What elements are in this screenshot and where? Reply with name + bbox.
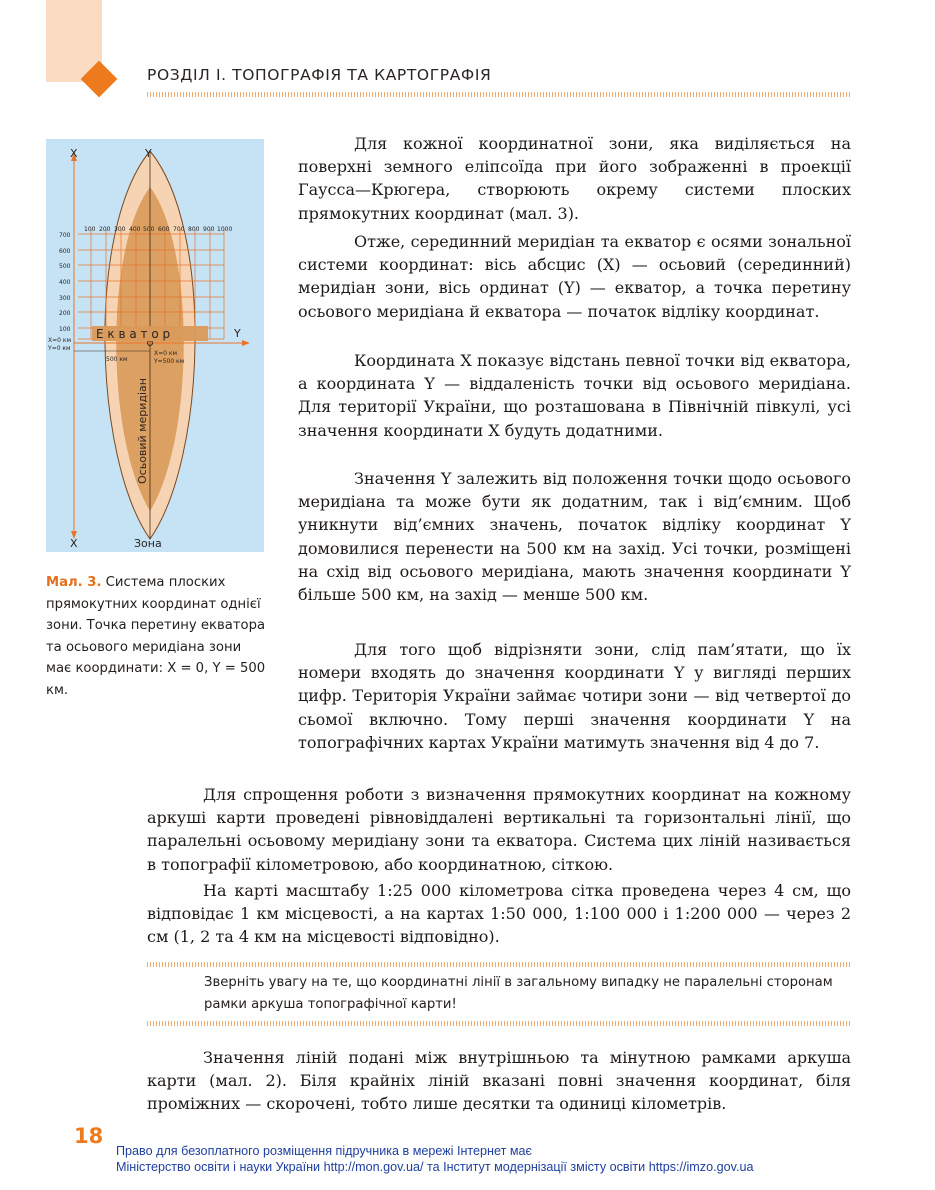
tick-label: 200 <box>59 310 71 317</box>
tick-label: 400 <box>59 279 71 286</box>
tick-label: 1000 <box>217 226 233 233</box>
header-divider <box>147 92 851 97</box>
figure-caption <box>46 572 266 701</box>
zone-diagram <box>46 139 264 552</box>
y-axis-label: Y <box>234 327 241 340</box>
caption-text: Система плоских прямокутних координат однієї зони. Точка перетину екватора та осьового меридіана зони має координати: X = 0, Y = 500 км. <box>46 575 266 698</box>
origin-y-label: Y=0 км <box>48 345 71 352</box>
origin-x-label: X=0 км <box>48 337 72 344</box>
footer-line: Право для безоплатного розміщення підручника в мережі Інтернет має <box>116 1144 532 1158</box>
tick-label: 400 <box>129 226 141 233</box>
tick-label: 100 <box>84 226 96 233</box>
meridian-label: Осьовий меридіан <box>136 378 149 484</box>
equator-label: Е к в а т о р <box>96 327 171 341</box>
paragraph: Значення Y залежить від положення точки щодо осьового меридіана та може бути як додатним, так і від’ємним. Щоб уникнути від’ємних значень, початок відліку координат Y домовилися перенести на 500 км на захід. Усі точки, розміщені на схід від осьового меридіана, мають значення координати Y більше 500 км, на захід — менше 500 км. <box>298 469 851 605</box>
point-x-label: X=0 км <box>154 350 178 357</box>
tick-label: 700 <box>59 232 71 239</box>
tick-label: 500 <box>59 263 71 270</box>
offset-label: 500 км <box>106 356 128 363</box>
point-y-label: Y=500 км <box>154 358 185 365</box>
paragraph: На карті масштабу 1:25 000 кілометрова сітка проведена через 4 см, що відповідає 1 км місцевості, а на картах 1:50 000, 1:100 000 і 1:200 000 — через 2 см (1, 2 та 4 км на місцевості відповідно). <box>147 881 851 947</box>
tick-label: 500 <box>143 226 155 233</box>
paragraph: Отже, серединний меридіан та екватор є осями зональної системи координат: вісь абсцис (X) — осьовий (серединний) меридіан зони, вісь ординат (Y) — екватор, а точка перетину осьового меридіана й екватора — початок відліку координат. <box>298 232 851 321</box>
section-header: РОЗДІЛ І. ТОПОГРАФІЯ ТА КАРТОГРАФІЯ <box>147 66 492 84</box>
page-number: 18 <box>74 1124 104 1148</box>
note-divider-top <box>147 962 851 967</box>
tick-label: 600 <box>59 248 71 255</box>
note-divider-bottom <box>147 1021 851 1026</box>
tick-label: 900 <box>203 226 215 233</box>
top-tick-labels <box>84 226 232 233</box>
tick-label: 700 <box>173 226 185 233</box>
x-bottom-label: X <box>70 537 78 550</box>
tick-label: 800 <box>188 226 200 233</box>
tick-label: 100 <box>59 326 71 333</box>
y-top-label: Y <box>145 147 152 160</box>
tick-label: 600 <box>158 226 170 233</box>
attention-note: Зверніть увагу на те, що координатні лінії в загальному випадку не паралельні сторонам рамки аркуша топографічної карти! <box>204 975 833 1012</box>
zone-label: Зона <box>134 537 162 550</box>
caption-label: Мал. 3. <box>46 575 102 590</box>
tick-label: 300 <box>114 226 126 233</box>
tick-label: 200 <box>99 226 111 233</box>
zone-coordinate-figure <box>46 139 264 552</box>
paragraph: Значення ліній подані між внутрішньою та мінутною рамками аркуша карти (мал. 2). Біля крайніх ліній вказані повні значення координат, біля проміжних — скорочені, тобто лише десятки та одиниці кілометрів. <box>147 1048 851 1114</box>
paragraph: Для кожної координатної зони, яка виділяється на поверхні земного еліпсоїда при його зображенні в проекції Гаусса—Крюгера, створюють окрему системи плоских прямокутних координат (мал. 3). <box>298 134 851 223</box>
x-axis-label: X <box>70 147 78 160</box>
paragraph: Для спрощення роботи з визначення прямокутних координат на кожному аркуші карти проведені рівновіддалені вертикальні та горизонтальні лінії, що паралельні осьовому меридіану зони та екватора. Система цих ліній називається в топографії кілометровою, або координатною, сіткою. <box>147 785 851 874</box>
footer-line: Міністерство освіти і науки України http://mon.gov.ua/ та Інститут модернізації змісту освіти https://imzo.gov.ua <box>116 1160 754 1174</box>
left-tick-labels <box>47 232 71 352</box>
footer-notice <box>116 1143 753 1175</box>
paragraph: Для того щоб відрізняти зони, слід пам’ятати, що їх номери входять до значення координати Y у вигляді перших цифр. Територія України займає чотири зони — від четвертої до сьомої включно. Тому перші значення координати Y на топографічних картах України матимуть значення від 4 до 7. <box>298 640 851 752</box>
tick-label: 300 <box>59 295 71 302</box>
y-axis-arrow <box>242 340 250 346</box>
paragraph: Координата X показує відстань певної точки від екватора, а координата Y — віддаленість точки від осьового меридіана. Для території України, що розташована в Північній півкулі, усі значення координати X будуть додатними. <box>298 351 851 440</box>
